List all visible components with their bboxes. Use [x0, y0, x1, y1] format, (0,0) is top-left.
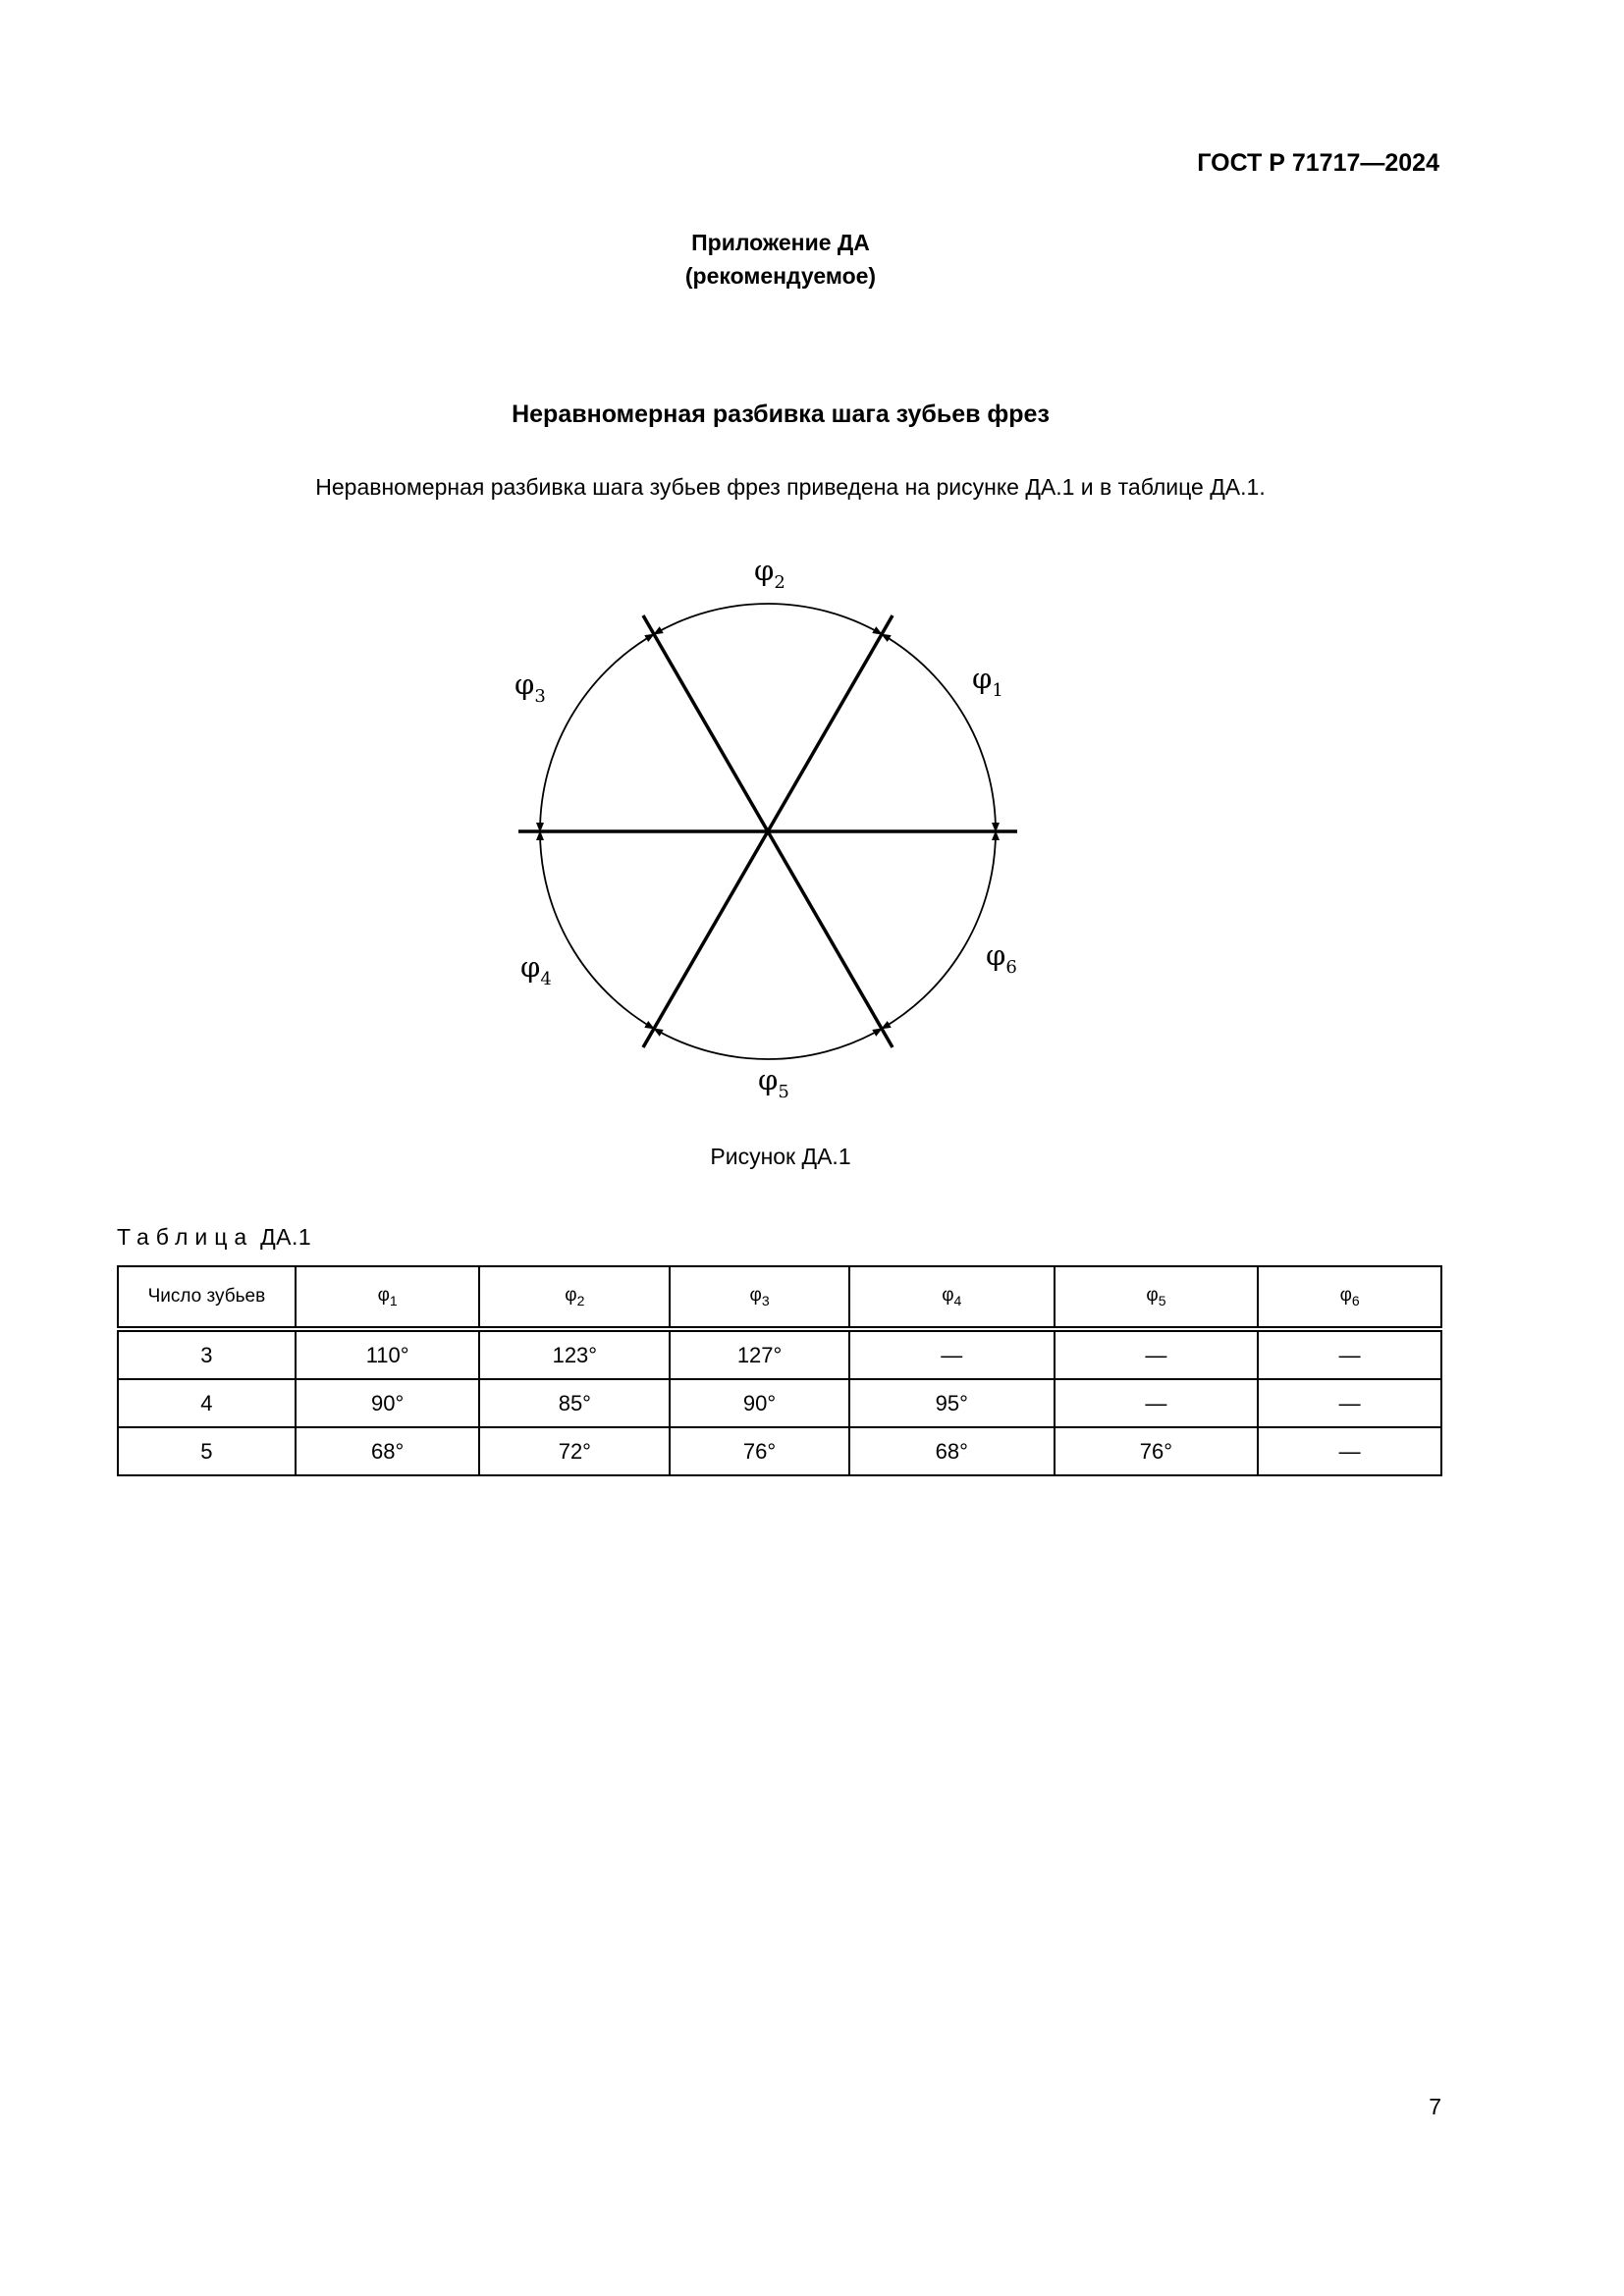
phi-5-label: $\varphi_5$ [758, 1063, 789, 1102]
phi-4-label: $\varphi_4$ [520, 950, 552, 989]
table-cell: 72° [479, 1427, 670, 1475]
appendix-heading [0, 226, 1561, 293]
phi-3-label: $\varphi_3$ [514, 667, 546, 707]
table-cell: 85° [479, 1379, 670, 1427]
table-cell: — [1055, 1329, 1259, 1379]
table-cell: 110° [296, 1329, 480, 1379]
phi-1-label: $\varphi_1$ [972, 662, 1003, 701]
table-caption-word: Таблица [117, 1224, 254, 1250]
angle-arc-4-a [540, 831, 570, 945]
table-row [118, 1329, 1441, 1379]
document-code: ГОСТ Р 71717—2024 [1197, 149, 1439, 177]
table-cell: 4 [118, 1379, 296, 1427]
table-row [118, 1379, 1441, 1427]
angle-arc-6-b [965, 831, 996, 945]
tooth-lines [518, 615, 1017, 1047]
table-cell: 90° [670, 1379, 849, 1427]
section-title: Неравномерная разбивка шага зубьев фрез [512, 400, 1050, 428]
angle-arc-2-a [768, 604, 882, 634]
header-phi-1: $\varphi_1$ [296, 1266, 480, 1329]
angle-arc-3-a [570, 634, 654, 718]
page-number: 7 [1429, 2094, 1441, 2119]
phi-6-label: $\varphi_6$ [986, 938, 1017, 978]
table-caption [117, 1224, 311, 1251]
appendix-subtitle: (рекомендуемое) [684, 263, 877, 289]
table-cell: — [849, 1329, 1055, 1379]
angle-arc-2-b [654, 604, 768, 634]
angle-arc-5-a [654, 1029, 768, 1059]
table-cell: 127° [670, 1329, 849, 1379]
table-row [118, 1427, 1441, 1475]
angle-arc-3-b [540, 718, 570, 831]
appendix-title: Приложение ДА [691, 230, 870, 255]
angle-arc-1-b [882, 634, 965, 718]
angle-arc-6-a [882, 945, 965, 1029]
phi-2-label: $\varphi_2$ [754, 554, 785, 593]
table-cell: 123° [479, 1329, 670, 1379]
table-cell: 68° [296, 1427, 480, 1475]
table-cell: — [1258, 1329, 1441, 1379]
angle-arc-4-b [570, 945, 654, 1029]
header-phi-3: $\varphi_3$ [670, 1266, 849, 1329]
table-cell: — [1258, 1379, 1441, 1427]
intro-paragraph: Неравномерная разбивка шага зубьев фрез приведена на рисунке ДА.1 и в таблице ДА.1. [315, 474, 1266, 500]
header-phi-6: $\varphi_6$ [1258, 1266, 1441, 1329]
cutter-pitch-diagram [511, 545, 1041, 1114]
table-cell: 5 [118, 1427, 296, 1475]
angle-arc-5-b [768, 1029, 882, 1059]
figure-caption: Рисунок ДА.1 [710, 1144, 851, 1169]
table-cell: — [1055, 1379, 1259, 1427]
table-cell: — [1258, 1427, 1441, 1475]
table-cell: 68° [849, 1427, 1055, 1475]
table-cell: 76° [1055, 1427, 1259, 1475]
table-cell: 90° [296, 1379, 480, 1427]
table-caption-id: ДА.1 [260, 1224, 312, 1250]
table-header-row [118, 1266, 1441, 1329]
header-teeth-count: Число зубьев [118, 1266, 296, 1329]
angle-arc-1-a [965, 718, 996, 831]
table-cell: 3 [118, 1329, 296, 1379]
header-phi-4: $\varphi_4$ [849, 1266, 1055, 1329]
header-phi-2: $\varphi_2$ [479, 1266, 670, 1329]
table-cell: 95° [849, 1379, 1055, 1427]
teeth-pitch-table [117, 1265, 1442, 1476]
header-phi-5: $\varphi_5$ [1055, 1266, 1259, 1329]
table-cell: 76° [670, 1427, 849, 1475]
